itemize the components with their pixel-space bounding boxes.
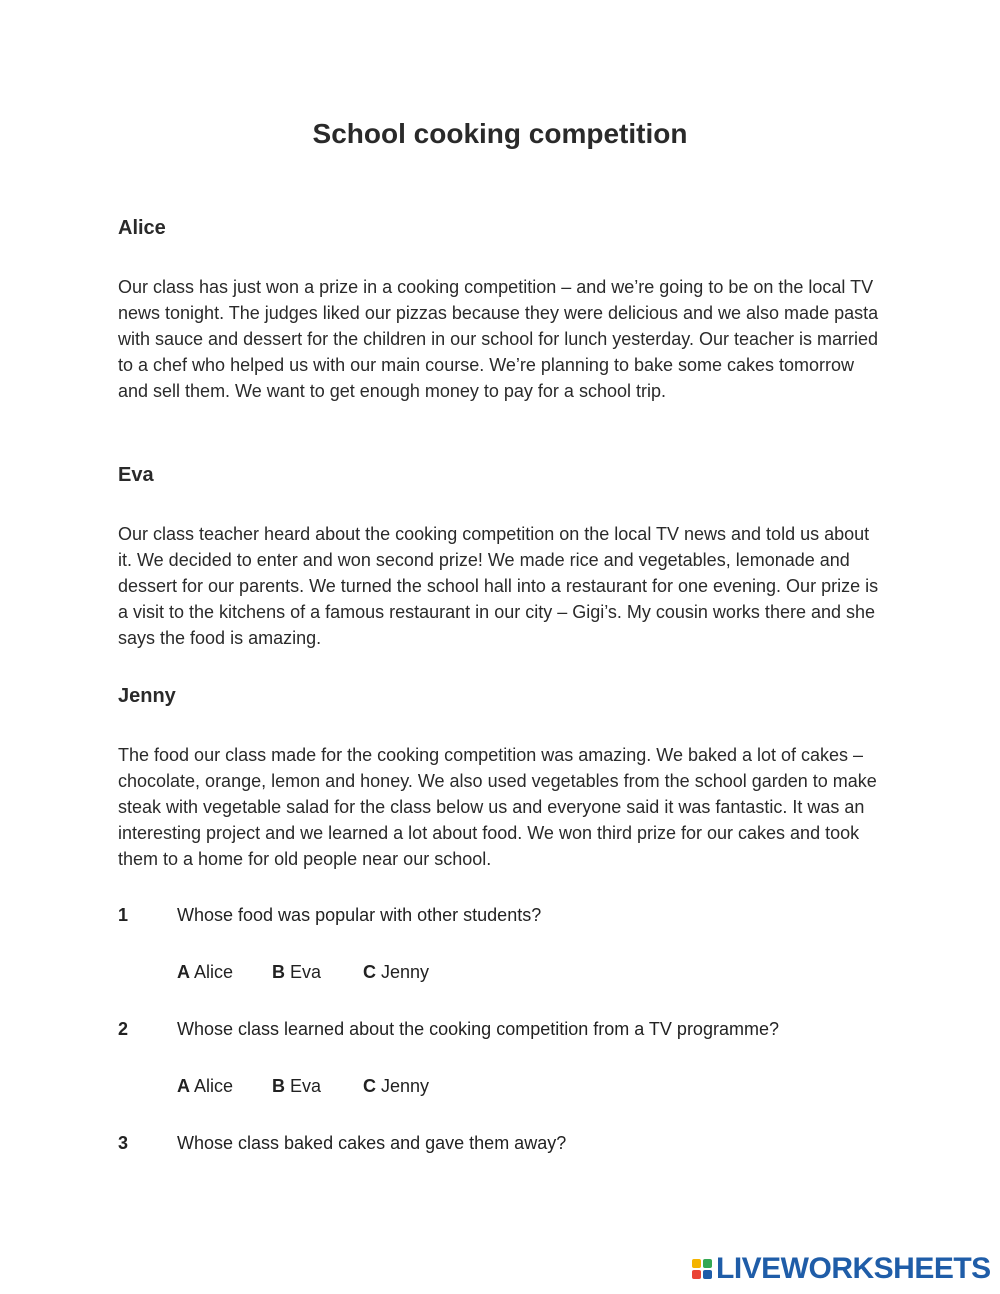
question-number: 2 [118, 1019, 129, 1039]
option-c[interactable] [363, 959, 429, 985]
question-number: 1 [118, 905, 129, 925]
question-text: Whose class baked cakes and gave them away? [177, 1133, 567, 1153]
option-label: Alice [194, 1076, 234, 1096]
liveworksheets-logo [692, 1253, 991, 1285]
option-a[interactable] [177, 1073, 272, 1099]
answer-options [177, 1073, 429, 1099]
option-letter: A [177, 1076, 190, 1096]
option-label: Jenny [381, 1076, 430, 1096]
question-number: 3 [118, 1133, 129, 1153]
option-letter: B [272, 1076, 285, 1096]
option-label: Alice [194, 962, 234, 982]
option-letter: B [272, 962, 285, 982]
option-letter: A [177, 962, 190, 982]
section-heading-alice: Alice [118, 217, 166, 239]
option-label: Eva [290, 1076, 322, 1096]
page-title: School cooking competition [312, 118, 688, 149]
answer-options [177, 959, 429, 985]
section-text-jenny: The food our class made for the cooking competition was amazing. We baked a lot of cakes – chocolate, orange, lemon and honey. We also used vegetables from the school garden to make steak with vegetable salad for the class below us and everyone said it was fantastic. It was an interesting project and we learned a lot about food. We won third prize for our cakes and took them to a home for old people near our school. [118, 745, 877, 869]
section-heading-jenny: Jenny [118, 685, 176, 707]
option-b[interactable] [272, 959, 363, 985]
option-a[interactable] [177, 959, 272, 985]
option-c[interactable] [363, 1073, 429, 1099]
logo-text: LIVEWORKSHEETS [716, 1252, 991, 1285]
logo-blocks-icon [692, 1259, 712, 1279]
question-text: Whose class learned about the cooking competition from a TV programme? [177, 1019, 779, 1039]
section-text-eva: Our class teacher heard about the cooking competition on the local TV news and told us about it. We decided to enter and won second prize! We made rice and vegetables, lemonade and dessert for our parents. We turned the school hall into a restaurant for one evening. Our prize is a visit to the kitchens of a famous restaurant in our city – Gigi’s. My cousin works there and she says the food is amazing. [118, 524, 879, 648]
section-text-alice: Our class has just won a prize in a cooking competition – and we’re going to be on the local TV news tonight. The judges liked our pizzas because they were delicious and we also made pasta with sauce and dessert for the children in our school for lunch yesterday. Our teacher is married to a chef who helped us with our main course. We’re planning to bake some cakes tomorrow and sell them. We want to get enough money to pay for a school trip. [118, 277, 879, 401]
option-letter: C [363, 962, 376, 982]
option-label: Jenny [381, 962, 430, 982]
option-letter: C [363, 1076, 376, 1096]
option-label: Eva [290, 962, 322, 982]
question-text: Whose food was popular with other students? [177, 905, 542, 925]
section-heading-eva: Eva [118, 464, 154, 486]
option-b[interactable] [272, 1073, 363, 1099]
